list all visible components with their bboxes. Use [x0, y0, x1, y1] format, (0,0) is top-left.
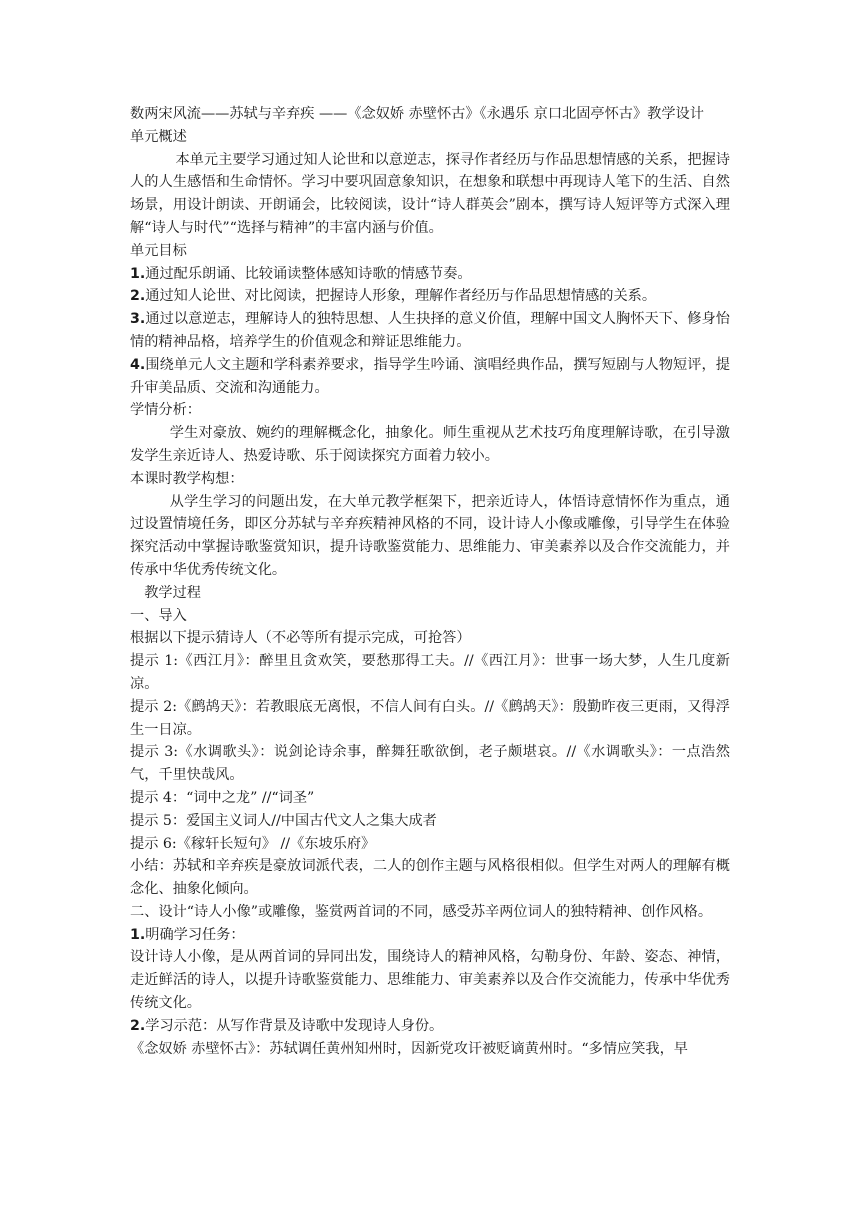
unit-goal-number: 3. — [130, 311, 146, 328]
demo-number: 2. — [130, 1017, 146, 1034]
unit-goal-item — [130, 285, 730, 308]
part1-heading: 一、导入 — [130, 607, 187, 624]
unit-goal-text: 围绕单元人文主题和学科素养要求，指导学生吟诵、演唱经典作品，撰写短剧与人物短评，提升审美品质、交流和沟通能力。 — [130, 356, 730, 396]
hint-item: 提示 3:《水调歌头》：说剑论诗余事，醉舞狂歌欲倒，老子颇堪哀。//《水调歌头》：一点浩然气，千里快哉风。 — [130, 744, 730, 784]
unit-overview-body: 本单元主要学习通过知人论世和以意逆志，探寻作者经历与作品思想情感的关系，把握诗人的人生感悟和生命情怀。学习中要巩固意象知识，在想象和联想中再现诗人笔下的生活、自然场景，用设计朗读、开朗诵会，比较阅读，设计“诗人群英会”剧本，撰写诗人短评等方式深入理解“诗人与时代”“选择与精神”的丰富内涵与价值。 — [130, 151, 730, 236]
part2-heading: 二、设计“诗人小像”或雕像，鉴赏两首词的不同，感受苏辛两位词人的独特精神、创作风格。 — [130, 903, 713, 920]
demo-body: 《念奴娇 赤壁怀古》：苏轼调任黄州知州时，因新党攻讦被贬谪黄州时。“多情应笑我，早 — [130, 1040, 688, 1057]
hint-item: 提示 2:《鹧鸪天》：若教眼底无离恨，不信人间有白头。//《鹧鸪天》：殷勤昨夜三更雨，又得浮生一日凉。 — [130, 698, 730, 738]
unit-goal-item — [130, 263, 730, 286]
document-title: 数两宋风流——苏轼与辛弃疾 ——《念奴娇 赤壁怀古》《永遇乐 京口北固亭怀古》教学设计 — [130, 106, 704, 122]
hint-item: 提示 6:《稼轩长短句》 //《东坡乐府》 — [130, 835, 376, 852]
unit-goal-item — [130, 354, 730, 400]
student-analysis-heading: 学情分析： — [130, 402, 201, 419]
hint-item: 提示 1:《西江月》：醉里且贪欢笑，要愁那得工夫。//《西江月》：世事一场大梦，人生几度新凉。 — [130, 653, 730, 692]
unit-goal-number: 2. — [130, 288, 146, 305]
demo-heading — [130, 1015, 730, 1038]
student-analysis-body: 学生对豪放、婉约的理解概念化，抽象化。师生重视从艺术技巧角度理解诗歌，在引导激发学生亲近诗人、热爱诗歌、乐于阅读探究方面着力较小。 — [130, 425, 730, 464]
demo-label: 学习示范：从写作背景及诗歌中发现诗人身份。 — [145, 1017, 444, 1034]
unit-goal-text: 通过以意逆志，理解诗人的独特思想、人生抉择的意义价值，理解中国文人胸怀天下、修身怡情的精神品格，培养学生的价值观念和辩证思维能力。 — [130, 311, 730, 350]
process-heading: 教学过程 — [144, 584, 201, 601]
unit-goal-item — [130, 308, 730, 354]
part1-summary: 小结：苏轼和辛弃疾是豪放词派代表，二人的创作主题与风格很相似。但学生对两人的理解有概念化、抽象化倾向。 — [130, 858, 730, 898]
hint-item: 提示 4：“词中之龙” //“词圣” — [130, 789, 315, 806]
part1-intro: 根据以下提示猜诗人（不必等所有提示完成，可抢答） — [130, 630, 471, 647]
task-body: 设计诗人小像，是从两首词的异同出发，围绕诗人的精神风格，勾勒身份、年龄、姿态、神情，走近鲜活的诗人，以提升诗歌鉴赏能力、思维能力、审美素养以及合作交流能力，传承中华优秀传统文化。 — [130, 949, 730, 1012]
task-heading — [130, 924, 730, 947]
document-page — [130, 103, 730, 1060]
lesson-concept-heading: 本课时教学构想： — [130, 470, 244, 487]
unit-goals-heading: 单元目标 — [130, 242, 187, 259]
unit-goal-number: 1. — [130, 265, 146, 282]
unit-goal-text: 通过配乐朗诵、比较诵读整体感知诗歌的情感节奏。 — [145, 265, 472, 282]
task-label: 明确学习任务： — [145, 926, 245, 943]
unit-goal-text: 通过知人论世、对比阅读，把握诗人形象，理解作者经历与作品思想情感的关系。 — [145, 288, 657, 305]
unit-overview-heading: 单元概述 — [130, 128, 187, 145]
hint-item: 提示 5：爱国主义词人//中国古代文人之集大成者 — [130, 812, 437, 829]
unit-goal-number: 4. — [130, 356, 146, 373]
task-number: 1. — [130, 926, 146, 943]
lesson-concept-body: 从学生学习的问题出发，在大单元教学框架下，把亲近诗人，体悟诗意情怀作为重点，通过设置情境任务，即区分苏轼与辛弃疾精神风格的不同，设计诗人小像或雕像，引导学生在体验探究活动中掌握诗歌鉴赏知识，提升诗歌鉴赏能力、思维能力、审美素养以及合作交流能力，并传承中华优秀传统文化。 — [130, 493, 730, 578]
